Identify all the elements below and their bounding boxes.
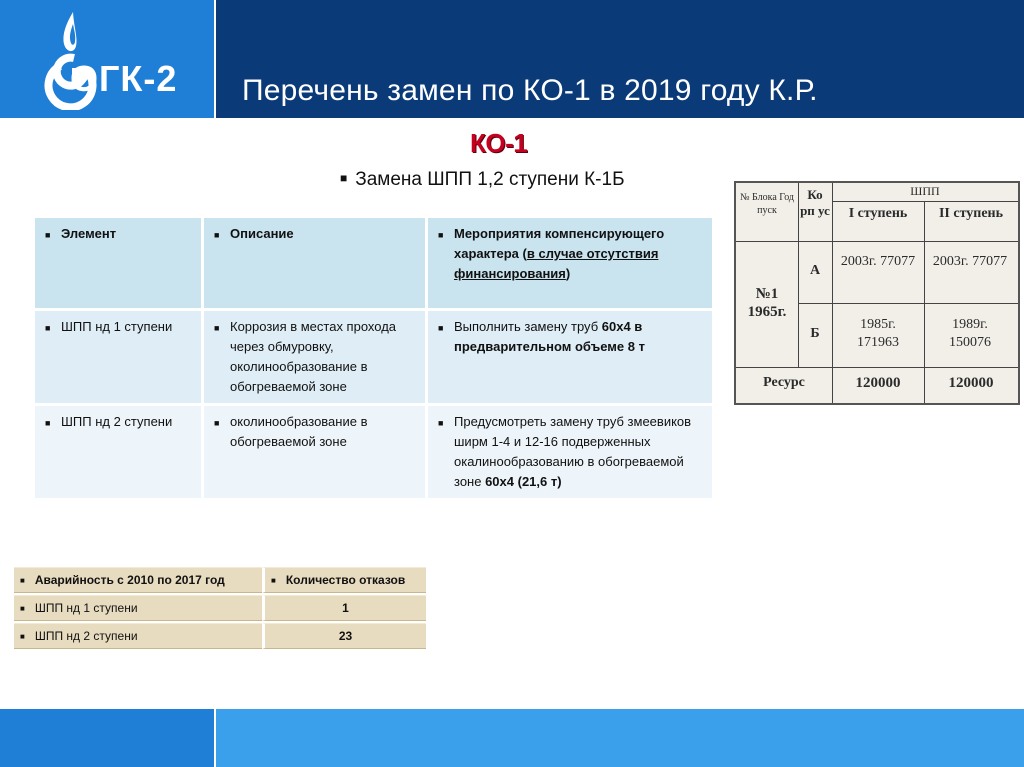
accident-row-label-text: ШПП нд 2 ступени (34, 629, 138, 643)
scan-korpus-b: Б (810, 326, 820, 341)
section-bullet (340, 169, 625, 191)
square-bullet-icon: ■ (20, 632, 25, 641)
table-row (35, 311, 712, 403)
square-bullet-icon: ■ (438, 323, 444, 333)
scan-header-stage2: II ступень (938, 206, 1004, 221)
scan-resource-label: Ресурс (763, 375, 805, 390)
header-cell-measures (428, 218, 712, 308)
header-measures-underlined: в случае отсутствия финансирования (454, 246, 659, 281)
accident-row-label (14, 595, 262, 621)
scan-header-stage1: I ступень (848, 206, 908, 221)
scan-cell: 2003г. 77077 (932, 254, 1008, 269)
accident-row-label-text: ШПП нд 1 ступени (34, 601, 138, 615)
square-bullet-icon: ■ (20, 576, 25, 585)
row-measure-cell (428, 406, 712, 498)
row-description: Коррозия в местах прохода через обмуровку, околинообразование в обогреваемой зоне (230, 319, 397, 394)
square-bullet-icon: ■ (438, 418, 444, 428)
header-measures-close: ) (565, 266, 571, 281)
scan-cell: 1989г. 150076 (949, 317, 991, 350)
square-bullet-icon: ■ (45, 323, 51, 333)
page-title: Перечень замен по КО-1 в 2019 году К.Р. (242, 74, 818, 107)
table-row (14, 623, 426, 649)
row-measure-text: Выполнить замену труб (454, 319, 602, 334)
accident-row-value: 23 (262, 623, 426, 649)
logo-text: ОГК-2 (70, 58, 178, 99)
footer-right-panel (216, 709, 1024, 767)
row-measure (454, 317, 706, 357)
row-measure-bold: 60х4 в предварительном объеме 8 т (454, 319, 645, 354)
square-bullet-icon: ■ (214, 418, 220, 428)
row-measure-text: Предусмотреть замену труб змеевиков ширм 1-4 и 12-16 подверженных окалинообразованию в обогреваемой зоне (454, 414, 692, 489)
row-description: околинообразование в обогреваемой зоне (230, 414, 368, 449)
header-cell-description (204, 218, 425, 308)
section-bullet-text: Замена ШПП 1,2 ступени К-1Б (355, 169, 625, 190)
square-bullet-icon: ■ (271, 576, 276, 585)
row-measure-bold: 60х4 (21,6 т) (485, 474, 562, 489)
square-bullet-icon: ■ (20, 604, 25, 613)
row-measure (454, 412, 706, 492)
replacement-table (32, 215, 715, 501)
accident-header-left (14, 567, 262, 593)
section-heading: КО-1 (470, 128, 528, 158)
row-description-cell (204, 406, 425, 498)
scan-block-label: №1 1965г. (747, 286, 787, 320)
row-element-cell (35, 311, 201, 403)
square-bullet-icon: ■ (214, 323, 220, 333)
accident-row-value: 1 (262, 595, 426, 621)
accident-header-right (262, 567, 426, 593)
row-element: ШПП нд 1 ступени (61, 319, 173, 334)
scan-resource-stage2: 120000 (948, 375, 994, 391)
scan-header-block: № Блока Год пуск (740, 192, 794, 216)
header-element-label: Элемент (61, 226, 117, 241)
accident-table (14, 565, 426, 651)
table-row (35, 406, 712, 498)
row-measure-cell (428, 311, 712, 403)
scan-header-korpus: Ко рп ус (800, 187, 830, 218)
accident-header-left-text: Аварийность с 2010 по 2017 год (34, 573, 225, 587)
square-bullet-icon: ■ (438, 230, 444, 240)
footer-left-panel (0, 709, 214, 767)
scan-cell: 1985г. 171963 (857, 317, 899, 350)
square-bullet-icon: ■ (340, 171, 348, 185)
accident-row-label (14, 623, 262, 649)
table-row (14, 595, 426, 621)
row-element: ШПП нд 2 ступени (61, 414, 173, 429)
square-bullet-icon: ■ (45, 230, 51, 240)
scan-resource-stage1: 120000 (855, 375, 901, 391)
row-description-cell (204, 311, 425, 403)
row-element-cell (35, 406, 201, 498)
header-measures-text: Мероприятия компенсирующего характера ( (454, 226, 665, 261)
header-cell-element (35, 218, 201, 308)
header-description-label: Описание (230, 226, 294, 241)
scan-korpus-a: А (809, 263, 821, 278)
square-bullet-icon: ■ (45, 418, 51, 428)
accident-header-right-text: Количество отказов (285, 573, 406, 587)
accident-header-row (14, 567, 426, 593)
scan-header-shpp: ШПП (910, 184, 940, 198)
header-measures-label (454, 224, 706, 284)
table-header-row (35, 218, 712, 308)
scanned-resource-table (734, 181, 1020, 405)
square-bullet-icon: ■ (214, 230, 220, 240)
scan-cell: 2003г. 77077 (840, 254, 916, 269)
